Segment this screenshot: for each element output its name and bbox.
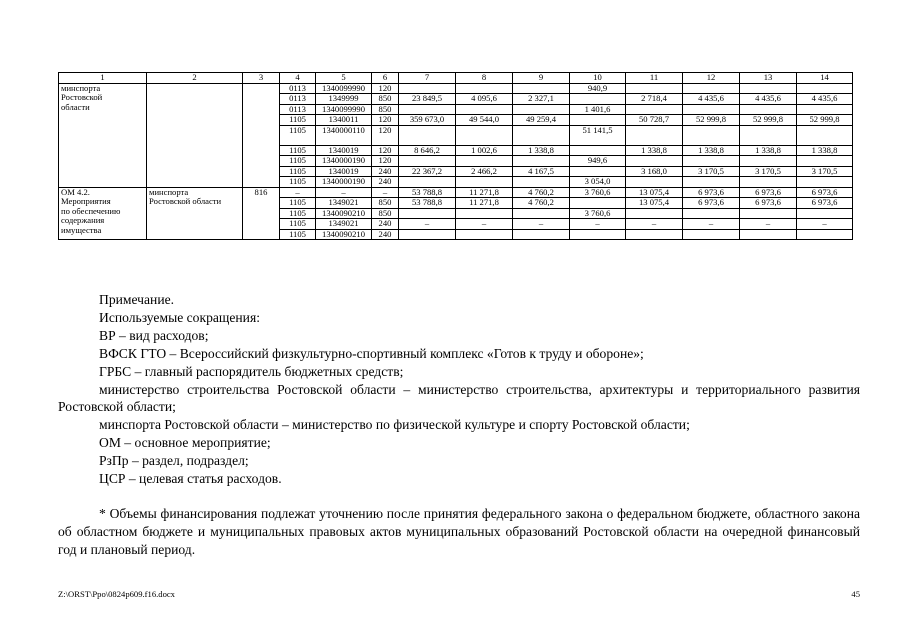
- table-cell: 13 075,4: [626, 198, 683, 209]
- header-cell: 13: [740, 73, 797, 84]
- table-cell: [513, 83, 570, 94]
- table-cell: 1340000190: [316, 156, 372, 167]
- table-cell: 52 999,8: [797, 115, 853, 126]
- table-cell: –: [797, 219, 853, 230]
- row-label: [59, 187, 147, 240]
- table-cell: –: [399, 219, 456, 230]
- table-cell: [570, 115, 626, 126]
- table-cell: –: [372, 187, 399, 198]
- table-cell: 6 973,6: [740, 198, 797, 209]
- table-cell: 1105: [280, 208, 316, 219]
- row-label-line: области: [61, 101, 90, 112]
- executor-line: минспорта: [149, 187, 189, 197]
- table-cell: 6 973,6: [683, 198, 740, 209]
- budget-table: [58, 72, 853, 240]
- table-cell: [399, 83, 456, 94]
- table-cell: 50 728,7: [626, 115, 683, 126]
- header-cell: 8: [456, 73, 513, 84]
- table-cell: [626, 229, 683, 240]
- header-cell: 3: [243, 73, 280, 84]
- table-cell: 13 075,4: [626, 187, 683, 198]
- table-cell: 1105: [280, 166, 316, 177]
- table-cell: 240: [372, 177, 399, 188]
- table-cell: 22 367,2: [399, 166, 456, 177]
- table-cell: [797, 177, 853, 188]
- table-cell: 0113: [280, 94, 316, 105]
- table-cell: 4 435,6: [683, 94, 740, 105]
- table-cell: 1340000190: [316, 177, 372, 188]
- table-cell: [456, 104, 513, 115]
- table-cell: [626, 208, 683, 219]
- header-cell: 2: [147, 73, 243, 84]
- table-cell: [570, 166, 626, 177]
- abbr-vr: ВР – вид расходов;: [99, 327, 209, 343]
- row-label-line: Ростовской: [61, 92, 103, 102]
- table-cell: [399, 208, 456, 219]
- table-cell: 1340090210: [316, 229, 372, 240]
- abbr-csr: ЦСР – целевая статья расходов.: [99, 471, 282, 487]
- table-cell: [399, 156, 456, 167]
- table-cell: 850: [372, 94, 399, 105]
- table-cell: [399, 229, 456, 240]
- table-cell: [626, 83, 683, 94]
- table-cell: [399, 104, 456, 115]
- table-cell: [513, 208, 570, 219]
- table-cell: [513, 156, 570, 167]
- file-path: Z:\ORST\Ppo\0824p609.f16.docx: [58, 589, 175, 599]
- table-cell: [740, 104, 797, 115]
- row-label-line: содержания: [61, 215, 105, 225]
- table-cell: [570, 145, 626, 156]
- table-cell: [626, 125, 683, 145]
- table-cell: 1 002,6: [456, 145, 513, 156]
- table-cell: [513, 125, 570, 145]
- table-cell: 3 170,5: [797, 166, 853, 177]
- header-cell: 9: [513, 73, 570, 84]
- table-cell: [456, 83, 513, 94]
- table-cell: 940,9: [570, 83, 626, 94]
- row-label-line: минспорта: [61, 83, 101, 93]
- table-cell: 4 435,6: [740, 94, 797, 105]
- table-cell: [683, 125, 740, 145]
- table-cell: 1105: [280, 145, 316, 156]
- table-cell: 1349021: [316, 219, 372, 230]
- table-cell: 1 338,8: [513, 145, 570, 156]
- table-cell: –: [280, 187, 316, 198]
- table-cell: [797, 229, 853, 240]
- table-cell: 2 327,1: [513, 94, 570, 105]
- table-cell: 240: [372, 219, 399, 230]
- table-cell: 850: [372, 198, 399, 209]
- table-cell: 3 168,0: [626, 166, 683, 177]
- table-cell: 1105: [280, 156, 316, 167]
- table-cell: [456, 177, 513, 188]
- table-cell: 120: [372, 115, 399, 126]
- header-cell: 14: [797, 73, 853, 84]
- table-cell: 4 167,5: [513, 166, 570, 177]
- table-cell: [513, 229, 570, 240]
- table-cell: [570, 198, 626, 209]
- table-cell: 120: [372, 125, 399, 145]
- page-footer: [58, 589, 860, 599]
- table-cell: 120: [372, 145, 399, 156]
- table-cell: 53 788,8: [399, 198, 456, 209]
- table-cell: –: [316, 187, 372, 198]
- table-row: [59, 83, 853, 94]
- table-cell: [740, 83, 797, 94]
- table-cell: 1105: [280, 177, 316, 188]
- table-cell: 120: [372, 156, 399, 167]
- row-label-line: Мероприятия: [61, 196, 111, 206]
- table-cell: 11 271,8: [456, 198, 513, 209]
- table-cell: [740, 125, 797, 145]
- header-cell: 7: [399, 73, 456, 84]
- table-row: [59, 187, 853, 198]
- table-cell: [683, 156, 740, 167]
- table-cell: 6 973,6: [740, 187, 797, 198]
- row-label-line: имущества: [61, 224, 102, 235]
- table-cell: [513, 177, 570, 188]
- abbr-grbs: ГРБС – главный распорядитель бюджетных средств;: [99, 363, 404, 379]
- table-cell: 8 646,2: [399, 145, 456, 156]
- table-cell: 0113: [280, 104, 316, 115]
- table-cell: 6 973,6: [683, 187, 740, 198]
- table-cell: 52 999,8: [740, 115, 797, 126]
- header-cell: 6: [372, 73, 399, 84]
- table-cell: –: [626, 219, 683, 230]
- table-cell: [626, 177, 683, 188]
- table-header-row: [59, 73, 853, 84]
- table-cell: 3 054,0: [570, 177, 626, 188]
- table-cell: [797, 156, 853, 167]
- table-cell: 1349021: [316, 198, 372, 209]
- table-cell: 1340019: [316, 145, 372, 156]
- table-cell: [626, 156, 683, 167]
- header-cell: 10: [570, 73, 626, 84]
- table-cell: 1340019: [316, 166, 372, 177]
- table-cell: [456, 156, 513, 167]
- table-cell: 2 466,2: [456, 166, 513, 177]
- table-cell: [399, 125, 456, 145]
- table-cell: 1 338,8: [683, 145, 740, 156]
- table-cell: 1105: [280, 125, 316, 145]
- table-cell: [456, 208, 513, 219]
- abbr-rzpr: РзПр – раздел, подраздел;: [99, 453, 249, 469]
- table-cell: 120: [372, 83, 399, 94]
- table-cell: [683, 208, 740, 219]
- table-cell: 1105: [280, 115, 316, 126]
- abbr-minstroy: министерство строительства Ростовской области – министерство строительства, архитектуры и территориального развития Ростовской области;: [58, 381, 860, 415]
- table-cell: 3 760,6: [570, 187, 626, 198]
- table-cell: 240: [372, 166, 399, 177]
- page-number: 45: [851, 589, 860, 599]
- table-cell: 850: [372, 104, 399, 115]
- grbs-cell: [243, 83, 280, 187]
- row-label-line: по обеспечению: [61, 205, 121, 216]
- table-cell: 6 973,6: [797, 187, 853, 198]
- table-cell: [626, 104, 683, 115]
- table-cell: 23 849,5: [399, 94, 456, 105]
- table-cell: 359 673,0: [399, 115, 456, 126]
- table-cell: 4 760,2: [513, 198, 570, 209]
- table-cell: 1 338,8: [797, 145, 853, 156]
- table-cell: [797, 83, 853, 94]
- abbr-vfsk: ВФСК ГТО – Всероссийский физкультурно-спортивный комплекс «Готов к труду и обороне»;: [99, 345, 644, 361]
- table-cell: [456, 125, 513, 145]
- table-cell: [740, 177, 797, 188]
- table-cell: [740, 156, 797, 167]
- header-cell: 5: [316, 73, 372, 84]
- table-cell: –: [740, 219, 797, 230]
- table-cell: –: [570, 219, 626, 230]
- table-cell: [456, 229, 513, 240]
- table-cell: 3 170,5: [683, 166, 740, 177]
- footnote: * Объемы финансирования подлежат уточнению после принятия федерального закона о федеральном бюджете, областного закона об областном бюджете и муниципальных правовых актов муниципальных образований Ростовской области на очередной финансовый год и плановый период.: [58, 505, 860, 557]
- table-cell: 6 973,6: [797, 198, 853, 209]
- table-cell: 49 544,0: [456, 115, 513, 126]
- executor-line: Ростовской области: [149, 196, 222, 206]
- abbr-minsport: минспорта Ростовской области – министерство по физической культуре и спорту Ростовской области;: [99, 417, 690, 433]
- abbr-om: ОМ – основное мероприятие;: [99, 435, 271, 451]
- table-cell: [797, 208, 853, 219]
- table-cell: 1340099990: [316, 104, 372, 115]
- table-cell: 52 999,8: [683, 115, 740, 126]
- table-cell: 3 170,5: [740, 166, 797, 177]
- table-cell: [513, 104, 570, 115]
- table-cell: 1105: [280, 229, 316, 240]
- table-cell: 1 401,6: [570, 104, 626, 115]
- table-cell: –: [513, 219, 570, 230]
- table-cell: 2 718,4: [626, 94, 683, 105]
- notes-subtitle: Используемые сокращения:: [99, 309, 260, 325]
- table-cell: 1340099990: [316, 83, 372, 94]
- executor-cell: [147, 187, 243, 240]
- table-cell: 949,6: [570, 156, 626, 167]
- table-cell: [683, 229, 740, 240]
- table-cell: 1349999: [316, 94, 372, 105]
- header-cell: 4: [280, 73, 316, 84]
- row-label-line: ОМ 4.2.: [61, 187, 90, 197]
- table-cell: [797, 125, 853, 145]
- table-cell: 1 338,8: [626, 145, 683, 156]
- table-cell: [797, 104, 853, 115]
- header-cell: 12: [683, 73, 740, 84]
- header-cell: 1: [59, 73, 147, 84]
- header-cell: 11: [626, 73, 683, 84]
- table-cell: 11 271,8: [456, 187, 513, 198]
- table-cell: 1340011: [316, 115, 372, 126]
- grbs-cell: 816: [243, 187, 280, 240]
- table-cell: [740, 208, 797, 219]
- table-cell: 51 141,5: [570, 125, 626, 145]
- table-cell: 4 435,6: [797, 94, 853, 105]
- notes-title: Примечание.: [99, 292, 175, 307]
- table-cell: 240: [372, 229, 399, 240]
- table-cell: [570, 229, 626, 240]
- table-cell: 1 338,8: [740, 145, 797, 156]
- table-cell: 49 259,4: [513, 115, 570, 126]
- table-cell: 53 788,8: [399, 187, 456, 198]
- table-cell: 4 760,2: [513, 187, 570, 198]
- table-cell: [399, 177, 456, 188]
- table-cell: 0113: [280, 83, 316, 94]
- table-cell: 1105: [280, 198, 316, 209]
- row-label: [59, 83, 147, 187]
- table-cell: –: [456, 219, 513, 230]
- executor-cell: [147, 83, 243, 187]
- table-cell: [683, 177, 740, 188]
- table-cell: [570, 94, 626, 105]
- table-cell: 1105: [280, 219, 316, 230]
- table-cell: 1340000110: [316, 125, 372, 145]
- table-cell: [740, 229, 797, 240]
- table-cell: 1340090210: [316, 208, 372, 219]
- table-cell: 850: [372, 208, 399, 219]
- table-cell: –: [683, 219, 740, 230]
- table-cell: [683, 104, 740, 115]
- table-cell: 3 760,6: [570, 208, 626, 219]
- table-cell: 4 095,6: [456, 94, 513, 105]
- notes-section: [58, 291, 860, 559]
- table-cell: [683, 83, 740, 94]
